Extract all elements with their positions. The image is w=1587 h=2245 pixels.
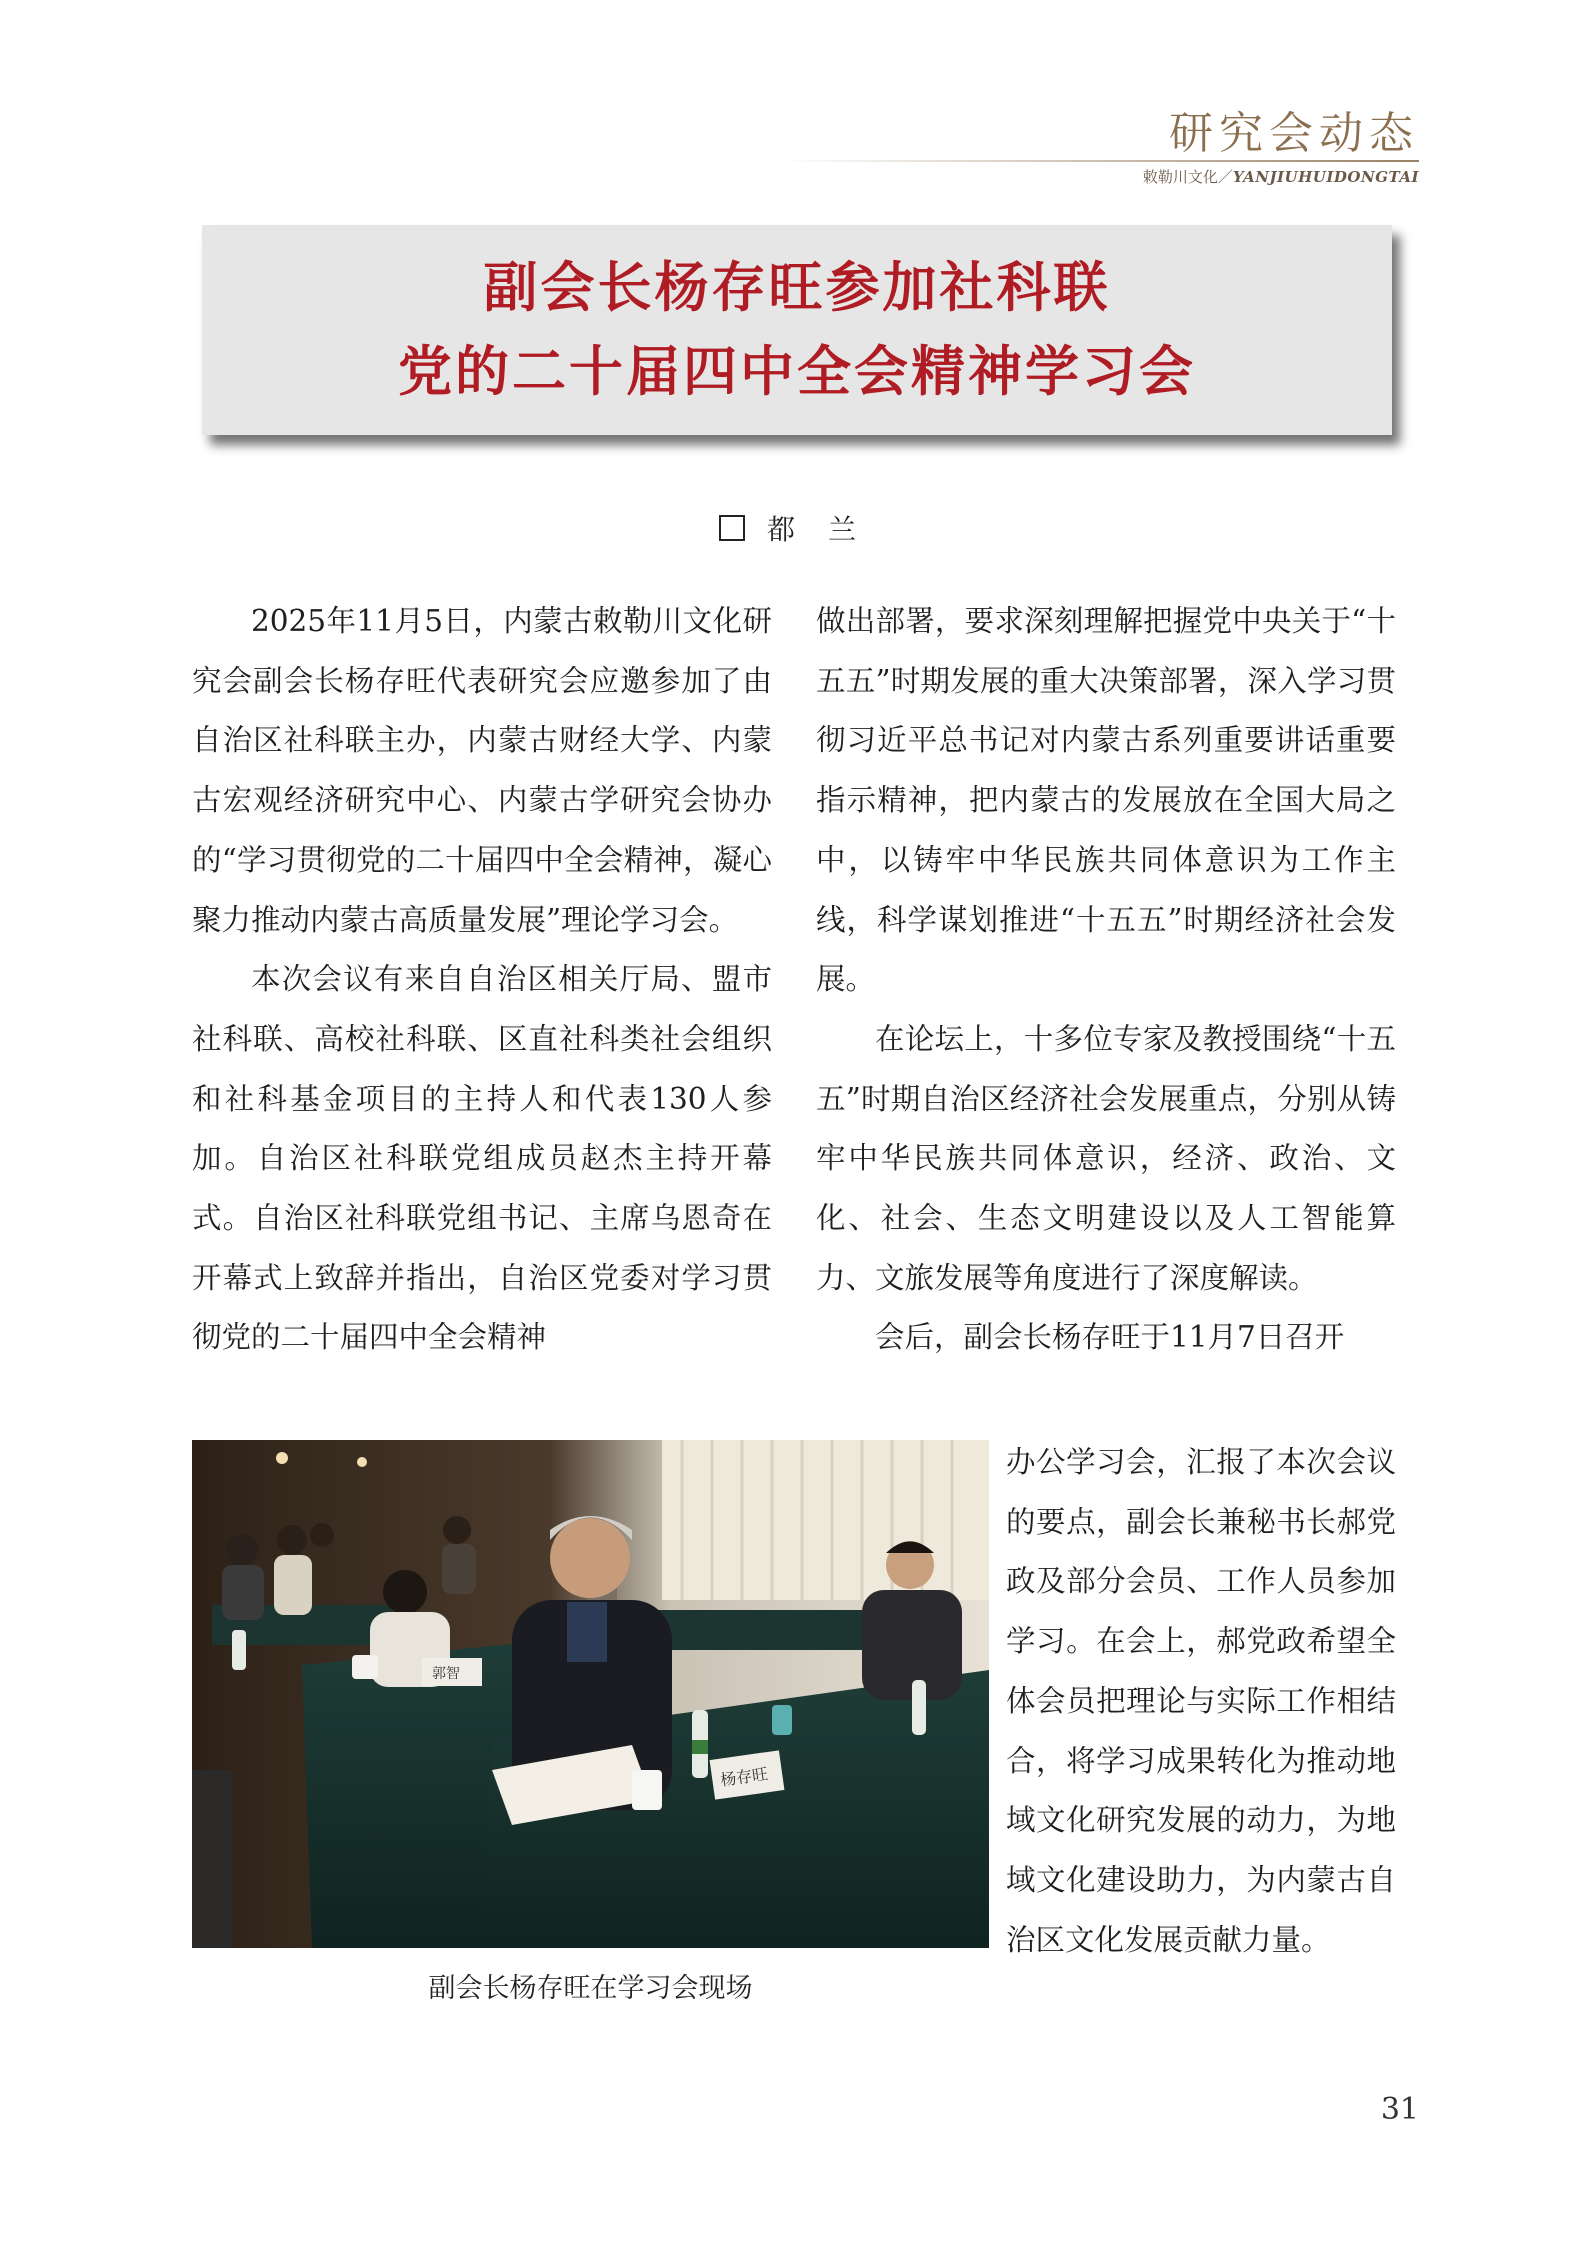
section-subtitle-sep: ／ — [1217, 168, 1233, 186]
section-title: 研究会动态 — [1169, 108, 1419, 159]
section-rule — [779, 160, 1419, 162]
article-title-line-1: 副会长杨存旺参加社科联 — [483, 256, 1111, 319]
article-title-line-2: 党的二十届四中全会精神学习会 — [398, 340, 1196, 403]
author-name: 都 兰 — [767, 513, 868, 546]
right-column — [816, 592, 1396, 1368]
paragraph: 本次会议有来自自治区相关厅局、盟市社科联、高校社科联、区直社科类社会组织和社科基金项目的主持人和代表130人参加。自治区社科联党组成员赵杰主持开幕式。自治区社科联党组书记、主席乌恩奇在开幕式上致辞并指出，自治区党委对学习贯彻党的二十届四中全会精神 — [192, 962, 772, 1355]
page-number: 31 — [1380, 2092, 1419, 2127]
square-icon — [719, 515, 745, 541]
nameplate-main: 杨存旺 — [719, 1764, 770, 1790]
meeting-photo-image — [192, 1440, 989, 1948]
meeting-photo — [192, 1440, 989, 1948]
right-narrow-column — [1006, 1433, 1396, 1970]
paragraph: 办公学习会，汇报了本次会议的要点，副会长兼秘书长郝党政及部分会员、工作人员参加学习。在会上，郝党政希望全体会员把理论与实际工作相结合，将学习成果转化为推动地域文化研究发展的动力，为地域文化建设助力，为内蒙古自治区文化发展贡献力量。 — [1006, 1445, 1396, 1957]
author-byline — [0, 508, 1587, 548]
section-subtitle-en: YANJIUHUIDONGTAI — [1232, 168, 1419, 186]
section-header — [1169, 108, 1419, 159]
photo-caption: 副会长杨存旺在学习会现场 — [428, 1973, 753, 2004]
left-column — [192, 592, 772, 1368]
paragraph: 做出部署，要求深刻理解把握党中央关于“十五五”时期发展的重大决策部署，深入学习贯彻习近平总书记对内蒙古系列重要讲话重要指示精神，把内蒙古的发展放在全国大局之中，以铸牢中华民族共同体意识为工作主线，科学谋划推进“十五五”时期经济社会发展。 — [816, 604, 1396, 997]
paragraph: 2025年11月5日，内蒙古敕勒川文化研究会副会长杨存旺代表研究会应邀参加了由自治区社科联主办，内蒙古财经大学、内蒙古宏观经济研究中心、内蒙古学研究会协办的“学习贯彻党的二十届四中全会精神，凝心聚力推动内蒙古高质量发展”理论学习会。 — [192, 604, 772, 937]
paragraph: 会后，副会长杨存旺于11月7日召开 — [875, 1320, 1345, 1355]
section-subtitle — [1143, 166, 1419, 187]
nameplate-left: 郭智 — [432, 1666, 460, 1682]
article-title-box — [202, 225, 1392, 435]
paragraph: 在论坛上，十多位专家及教授围绕“十五五”时期自治区经济社会发展重点，分别从铸牢中华民族共同体意识，经济、政治、文化、社会、生态文明建设以及人工智能算力、文旅发展等角度进行了深度解读。 — [816, 1021, 1396, 1295]
section-subtitle-cn: 敕勒川文化 — [1142, 168, 1218, 186]
